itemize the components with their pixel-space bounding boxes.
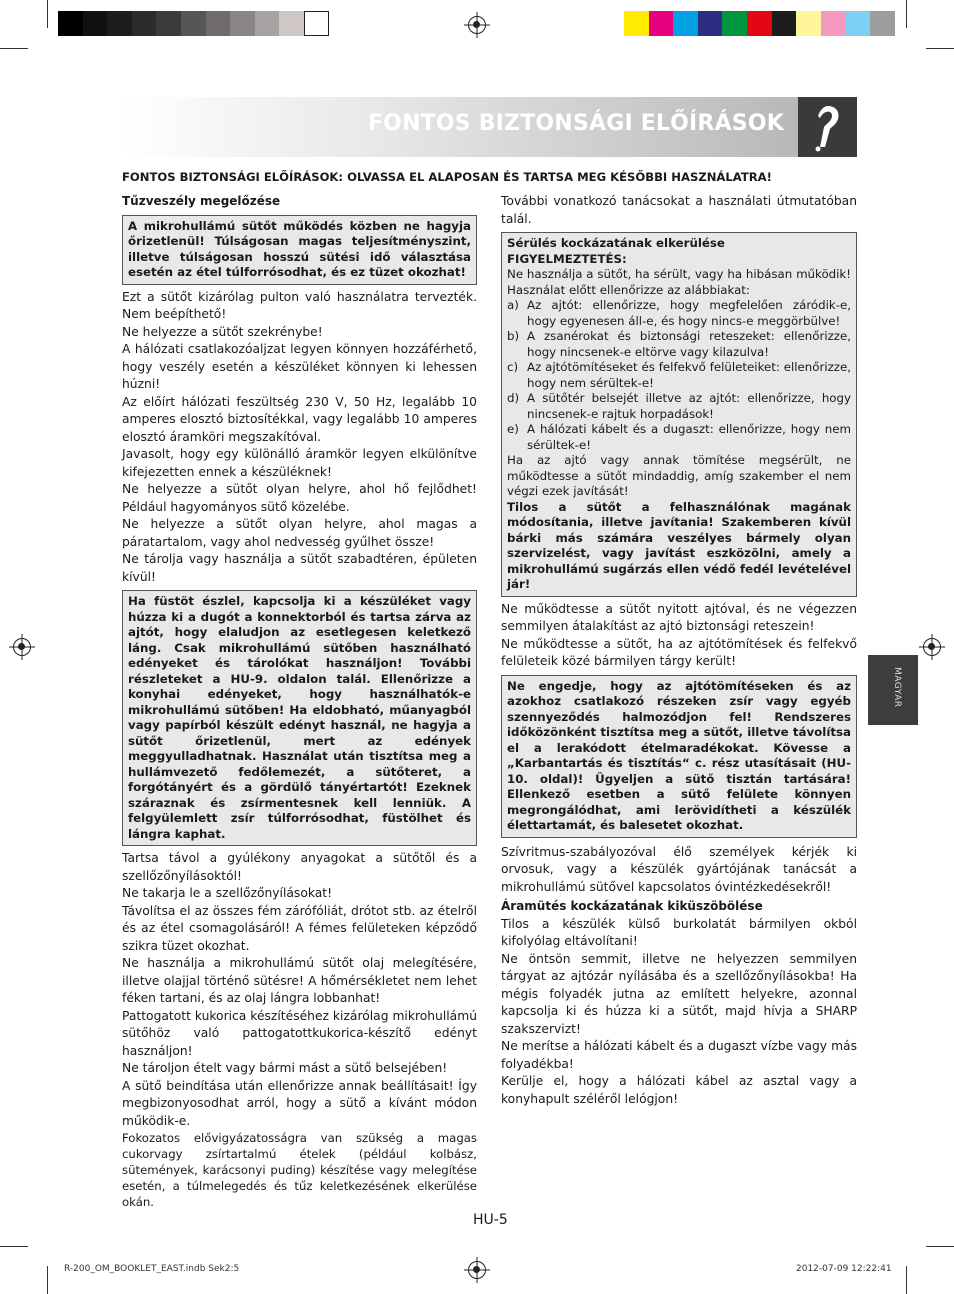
color-swatch	[649, 11, 674, 36]
registration-mark-icon	[13, 638, 31, 656]
check-list-item	[507, 360, 851, 391]
list-text: A zsanérokat és biztonsági reteszeket: ellenőrizze, hogy nincsenek-e eltörve vagy kilazulva!	[527, 329, 851, 359]
injury-warning-box	[501, 232, 857, 597]
crop-mark	[926, 48, 954, 49]
fire-warning-box	[122, 215, 477, 285]
injury-heading: Sérülés kockázatának elkerülése	[507, 236, 725, 250]
list-text: A sütőtér belsejét illetve az ajtót: ellenőrizze, hogy nincsenek-e rajtuk horpadások!	[527, 391, 851, 421]
injury-intro: Ne használja a sütőt, ha sérült, vagy ha hibásan működik! Használat előtt ellenőrizze az alábbiakat:	[507, 267, 851, 297]
fire-paragraphs	[122, 289, 477, 587]
paragraph: Távolítsa el az összes fém zárófóliát, drótot stb. az ételről és az étel csomagolásáról! A fémes felületeken képződő szikra tüzet okozhat.	[122, 903, 477, 953]
paragraph: Kerülje el, hogy a hálózati kábel az asztal vagy a konyhapult széléről lelógjon!	[501, 1074, 857, 1106]
print-timestamp: 2012-07-09 12:22:41	[796, 1264, 892, 1274]
paragraph: Tartsa távol a gyúlékony anyagokat a sütőtől és a szellőzőnyílásoktól!	[122, 851, 477, 883]
crop-mark	[926, 1246, 954, 1247]
manual-reference: További vonatkozó tanácsokat a használati útmutatóban talál.	[501, 194, 857, 226]
gray-swatch	[181, 11, 206, 36]
door-paragraphs	[501, 601, 857, 671]
gray-swatch	[83, 11, 108, 36]
paragraph: Ne helyezze a sütőt olyan helyre, ahol magas a páratartalom, vagy ahol nedvesség gyűlhet össze!	[122, 517, 477, 549]
language-tab	[868, 655, 918, 725]
registration-mark-icon	[468, 1261, 486, 1279]
fire-warning-text: A mikrohullámú sütőt működés közben ne hagyja őrizetlenül! Túlságosan magas teljesítményszint, illetve túlságosan hosszú sütési idő választása esetén az étel túlforrósodhat, és ez tüzet okozhat!	[128, 218, 471, 279]
paragraph: A sütő beindítása után ellenőrizze annak beállításait! Így megbizonyosodhat arról, hogy a sütő a kívánt módon működik-e.	[122, 1078, 477, 1128]
left-column	[122, 193, 477, 1210]
paragraph: Ne helyezze a sütőt olyan helyre, ahol hő fejlődhet! Például hagyományos sütő közelébe.	[122, 482, 477, 514]
color-swatch	[698, 11, 723, 36]
color-swatch	[673, 11, 698, 36]
section-title: FONTOS BIZTONSÁGI ELŐÍRÁSOK	[367, 111, 784, 136]
list-text: Az ajtót: ellenőrizze, hogy megfelelően záródik-e, hogy egyenesen áll-e, és hogy nincs-e meggörbülve!	[527, 298, 851, 328]
smoke-warning-text: Ha füstöt észlel, kapcsolja ki a készüléket vagy húzza ki a dugót a konnektorból és tartsa zárva az ajtót, hogy elaludjon az esetlegesen keletkező láng. Csak mikrohullámú sütőben használható edényeket és tárolókat használjon! További részleteket a HU-9. oldalon talál. Ellenőrizze a konyhai edényeket, hogy használhatók-e mikrohullámú sütőben! Ha eldobható, műanyagból vagy papírból készült edényt használ, ne hagyja a sütőt őrizetlenül, mert az edények meggyulladhatnak. Használat után tisztítsa meg a hullámvezető fedőlemezét, a sütőteret, a forgótányért és a gördülő tányértartót! Ezeknek száraznak és zsírmentesnek kell lenniük. A felgyülemlett zsír túlforrósodhat, füstölhet és lángra kaphat.	[128, 594, 471, 841]
list-text: Az ajtótömítéseket és felfekvő felületeiket: ellenőrizze, hogy nem sérültek-e!	[527, 360, 851, 390]
list-label: e)	[507, 422, 519, 436]
paragraph: Ne használja a mikrohullámú sütőt olaj melegítésére, illetve olajjal történő sütésre! A hőmérsékletet nem lehet féken tartani, és az olaj lángra lobbanhat!	[122, 956, 477, 1005]
check-list-item	[507, 422, 851, 453]
crop-mark	[47, 1266, 48, 1294]
crop-mark	[0, 48, 28, 49]
paragraph: Javasolt, hogy egy különálló áramkör legyen elkülönítve kifejezetten ennek a készüléknek!	[122, 447, 477, 479]
paragraph: Ne tárolja vagy használja a sütőt szabadtéren, épületen kívül!	[122, 552, 477, 584]
paragraph: A hálózati csatlakozóaljzat legyen könnyen hozzáférhető, hogy veszély esetén a készüléket könnyen ki lehessen húzni!	[122, 342, 477, 391]
list-label: c)	[507, 360, 519, 374]
paragraph: Ne takarja le a szellőzőnyílásokat!	[122, 886, 333, 900]
fire-paragraphs-2	[122, 850, 477, 1130]
gray-swatch	[58, 11, 83, 36]
list-label: a)	[507, 298, 519, 312]
cleaning-warning-text: Ne engedje, hogy az ajtótömítéseken és az azokhoz csatlakozó részeken zsír vagy egyéb szennyeződés halmozódjon fel! Rendszeres időközönként tisztítsa meg a sütőt, illetve távolítsa el a lerakódott ételmaradékokat. Kövesse a „Karbantartás és tisztítás“ c. rész utasításait (HU-10. oldal)! Ügyeljen a sütő tisztán tartására! Ellenkező esetben a sütő felülete könnyen megrongálódhat, ami lerövidítheti a készülék élettartamát, és balesetet okozhat.	[507, 678, 851, 832]
crop-mark	[47, 0, 48, 28]
smoke-warning-box	[122, 590, 477, 846]
paragraph: Ezt a sütőt kizárólag pulton való használatra tervezték. Nem beépíthető!	[122, 289, 477, 321]
paragraph: Ne működtesse a sütőt nyitott ajtóval, és ne végezzen semmilyen átalakítást az ajtó biztonsági reteszein!	[501, 601, 857, 633]
cleaning-warning-box	[501, 675, 857, 838]
check-list-item	[507, 329, 851, 360]
color-swatch	[722, 11, 747, 36]
pacemaker-note: Szívritmus-szabályozóval élő személyek kérjék ki orvosuk, vagy a készülék gyártójának tanácsát a mikrohullámú sütővel kapcsolatos óvintézkedésekről!	[501, 844, 857, 894]
registration-mark-icon	[468, 16, 486, 34]
paragraph: Ne tároljon ételt vagy bármi mást a sütő belsejében!	[122, 1061, 448, 1075]
crop-mark	[0, 1246, 28, 1247]
paragraph: Ne öntsön semmit, illetve ne helyezzen semmilyen tárgyat az ajtózár nyílásába és a szellőzőnyílásokba! Ha mégis folyadék jutna az említett helyekre, azonnal kapcsolja ki és húzza ki a sütőt, majd hívja a SHARP szakszervizt!	[501, 951, 857, 1036]
list-label: d)	[507, 391, 520, 405]
paragraph: Az előírt hálózati feszültség 230 V, 50 Hz, legalább 10 amperes elosztó biztosítékkal, vagy legalább 10 amperes elosztó áramköri megszakítóval.	[122, 394, 477, 444]
color-swatch	[870, 11, 895, 36]
gray-swatch	[304, 11, 329, 36]
color-swatch	[747, 11, 772, 36]
intro-heading: FONTOS BIZTONSÁGI ELŐÍRÁSOK: OLVASSA EL ALAPOSAN ÉS TARTSA MEG KÉSŐBBI HASZNÁLATRA!	[122, 170, 772, 184]
color-swatch	[772, 11, 797, 36]
gray-swatch	[279, 11, 304, 36]
list-text: A hálózati kábelt és a dugaszt: ellenőrizze, hogy nem sérültek-e!	[527, 422, 851, 452]
gray-swatch	[132, 11, 157, 36]
list-label: b)	[507, 329, 520, 343]
gray-swatch	[156, 11, 181, 36]
registration-mark-icon	[923, 638, 941, 656]
language-tab-label: MAGYAR	[892, 667, 902, 708]
gray-swatch	[107, 11, 132, 36]
check-list-item	[507, 391, 851, 422]
gray-swatch	[230, 11, 255, 36]
color-swatch	[796, 11, 821, 36]
fire-heading: Tűzveszély megelőzése	[122, 194, 281, 208]
right-column	[501, 193, 857, 1108]
no-modification-warning: Tilos a sütőt a felhasználónak magának módosítania, illetve javítania! Szakemberen kívül bárki más számára veszélyes bármely olyan szervizelést, vagy javítást eszközölni, amely a mikrohullámú sugárzás ellen védő fedél levételével jár!	[507, 499, 851, 591]
color-swatch	[821, 11, 846, 36]
paragraph: Ne merítse a hálózati kábelt és a dugaszt vízbe vagy más folyadékba!	[501, 1039, 857, 1071]
page-number: HU-5	[473, 1212, 508, 1228]
check-list	[507, 298, 851, 453]
crop-mark	[906, 0, 907, 28]
door-damage-note: Ha az ajtó vagy annak tömítése megsérült, ne működtesse a sütőt mindaddig, amíg szakember el nem végzi ezek javítását!	[507, 453, 851, 498]
paragraph: Pattogatott kukorica készítéséhez kizárólag mikrohullámú sütőhöz való pattogatottkukorica-készítő edényt használjon!	[122, 1008, 477, 1058]
check-list-item	[507, 298, 851, 329]
color-swatch	[624, 11, 649, 36]
sugar-fat-note: Fokozatos elővigyázatosságra van szükség a magas cukorvagy zsírtartalmú ételek (például kolbász, sütemények, karácsonyi puding) készítése vagy melegítése esetén, a túlmelegedés és tűz keletkezésének elkerülése okán.	[122, 1131, 477, 1209]
color-swatch	[845, 11, 870, 36]
crop-mark	[906, 1266, 907, 1294]
paragraph: Tilos a készülék külső burkolatát bármilyen okból kifolyólag eltávolítani!	[501, 916, 857, 948]
electric-shock-heading: Áramütés kockázatának kiküszöbölése	[501, 899, 763, 913]
warning-label: FIGYELMEZTETÉS:	[507, 251, 627, 266]
section-header	[122, 97, 798, 157]
info-i-icon	[798, 97, 857, 157]
paragraph: Ne helyezze a sütőt szekrénybe!	[122, 324, 323, 339]
gray-swatch	[206, 11, 231, 36]
electric-paragraphs	[501, 916, 857, 1109]
paragraph: Ne működtesse a sütőt, ha az ajtótömítések és felfekvő felületeik közé bármilyen tárgy került!	[501, 636, 857, 668]
print-file-info: R-200_OM_BOOKLET_EAST.indb Sek2:5	[64, 1264, 240, 1274]
gray-swatch	[255, 11, 280, 36]
